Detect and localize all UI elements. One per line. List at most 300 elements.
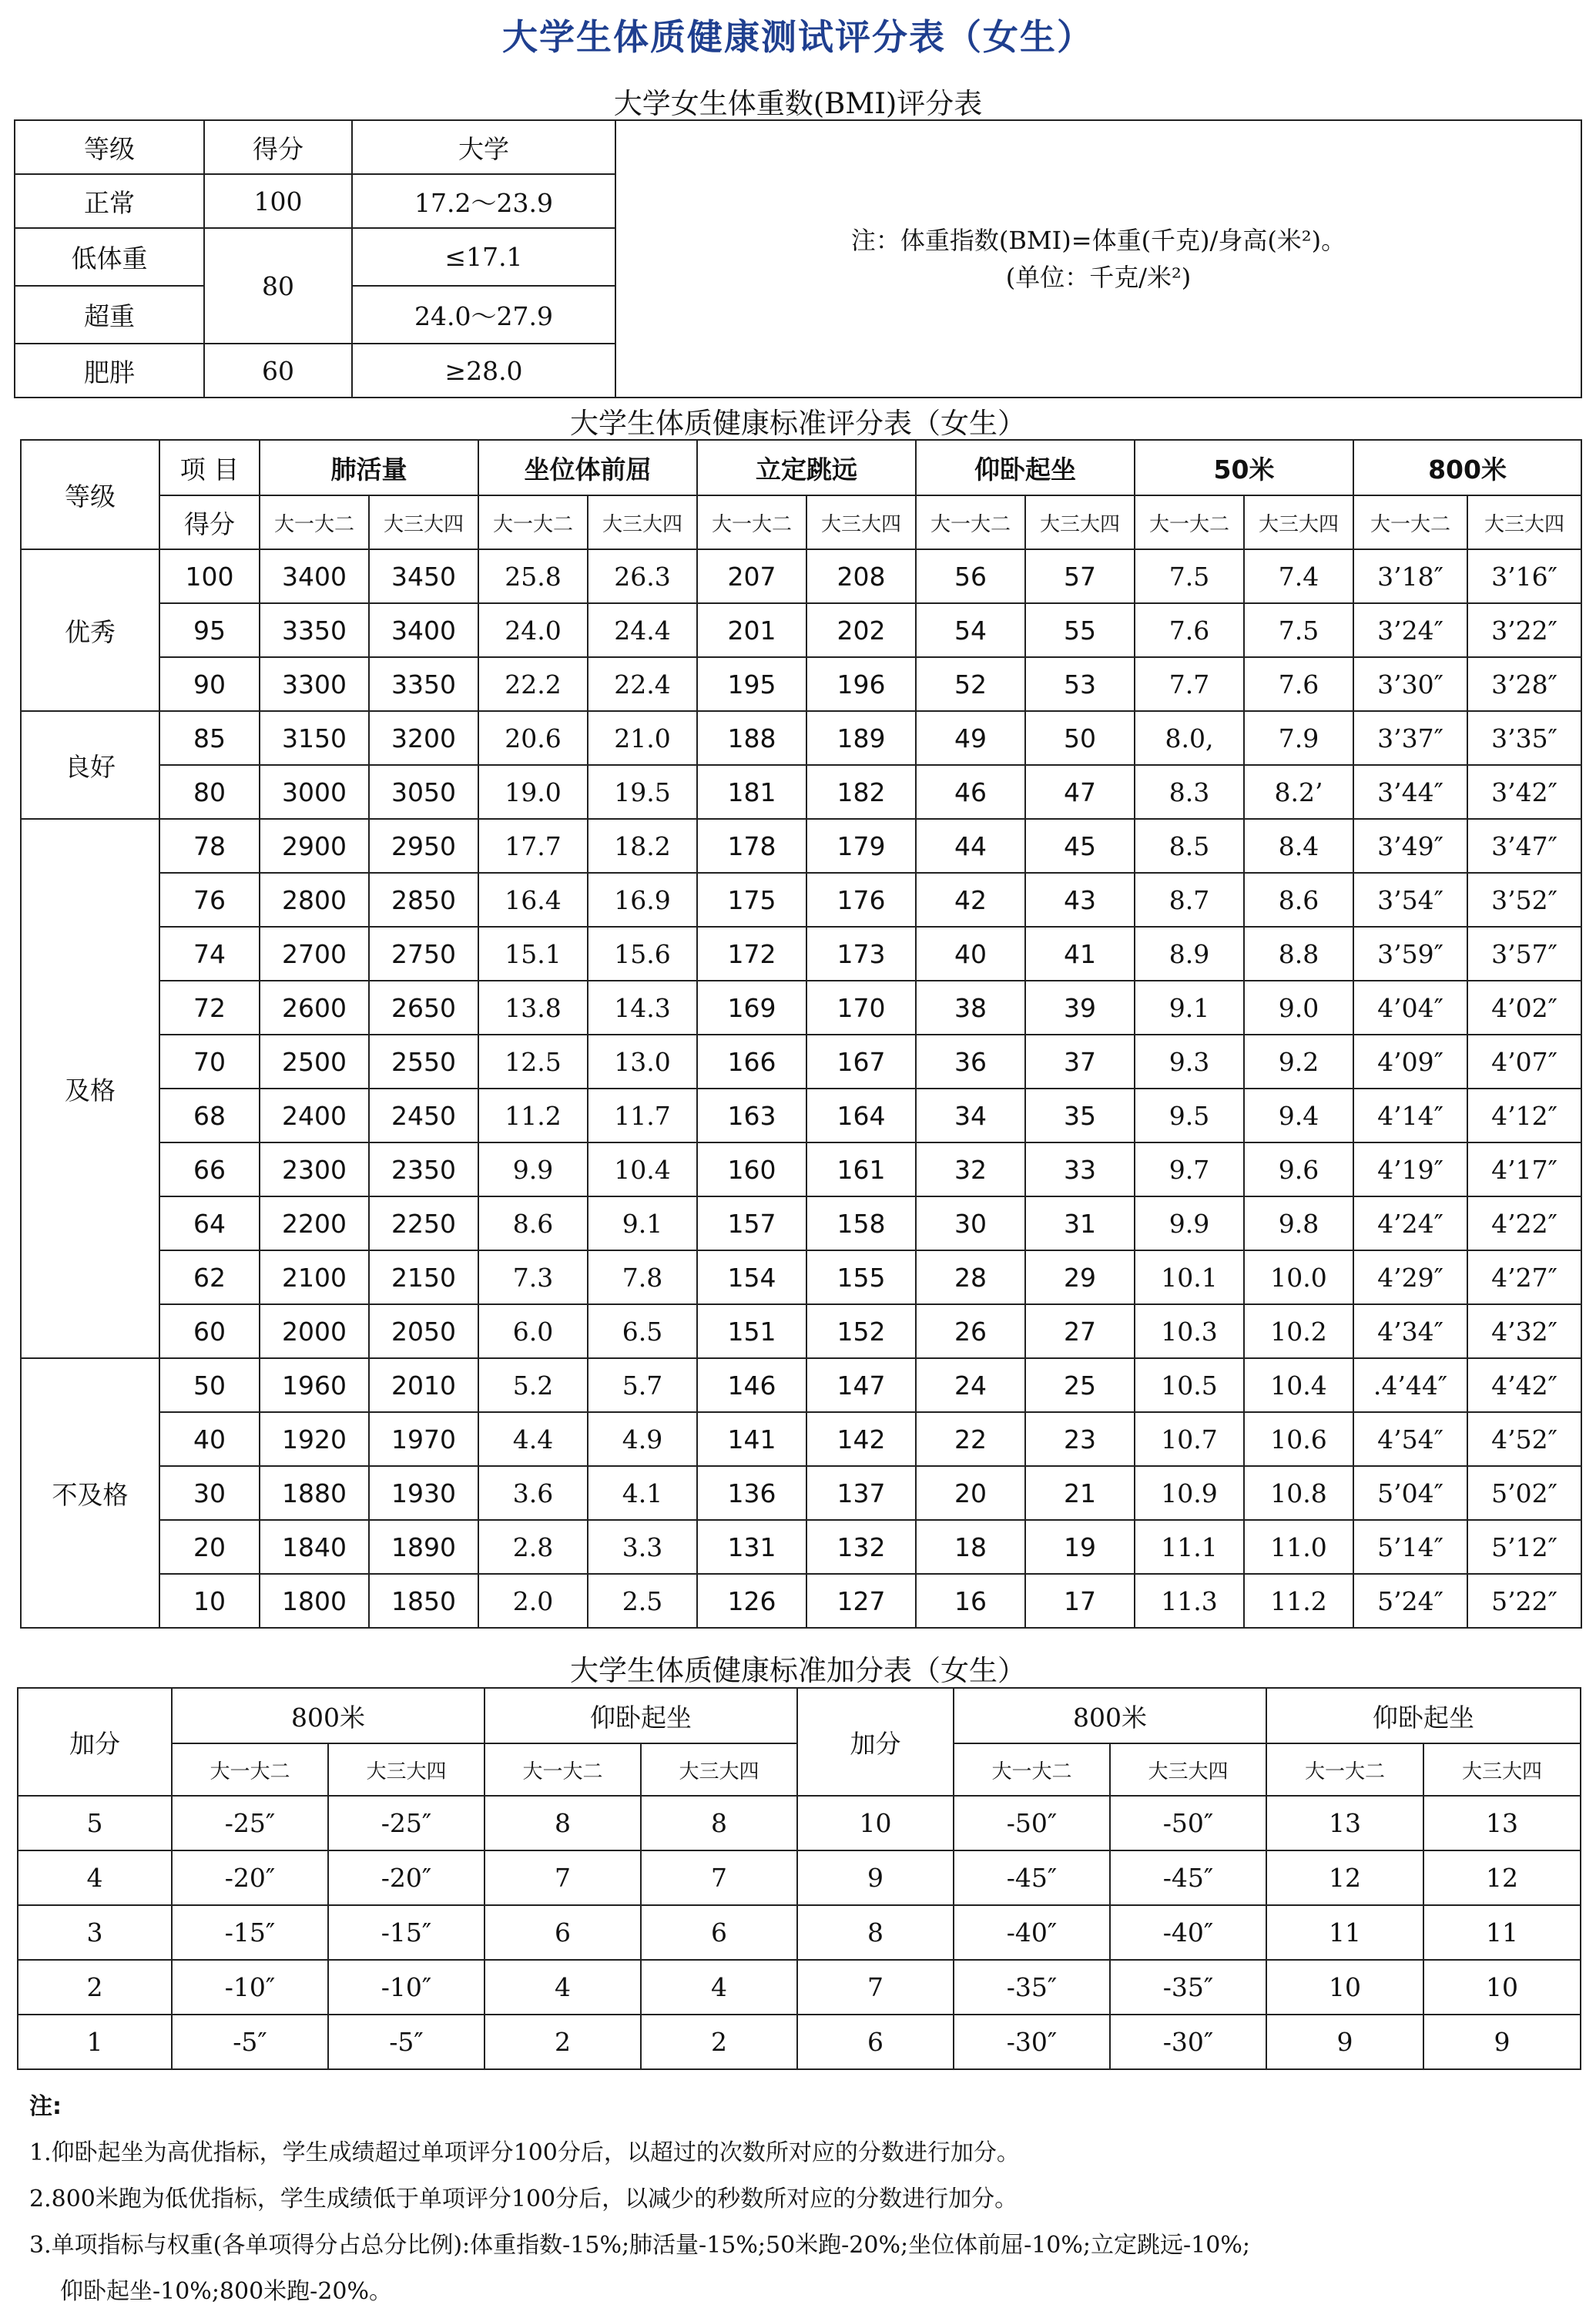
value-cell: 28 — [916, 1250, 1025, 1304]
value-cell: 40 — [916, 927, 1025, 981]
value-cell: 127 — [806, 1574, 916, 1628]
value-cell: 173 — [806, 927, 916, 981]
bonus-value-cell: 13 — [1423, 1796, 1581, 1850]
bonus-value-cell: 8 — [641, 1796, 797, 1850]
value-cell: 2850 — [369, 873, 478, 927]
subheader-year34: 大三大四 — [1467, 495, 1581, 549]
value-cell: 47 — [1025, 765, 1135, 819]
score-cell: 80 — [159, 765, 260, 819]
value-cell: 9.8 — [1244, 1196, 1353, 1250]
value-cell: 2950 — [369, 819, 478, 873]
value-cell: 4’12″ — [1467, 1089, 1581, 1142]
value-cell: 10.8 — [1244, 1466, 1353, 1520]
value-cell: 164 — [806, 1089, 916, 1142]
bonus-item-800m: 800米 — [172, 1688, 484, 1743]
value-cell: 2450 — [369, 1089, 478, 1142]
value-cell: 5’02″ — [1467, 1466, 1581, 1520]
value-cell: 7.5 — [1135, 549, 1244, 603]
bonus-table-title: 大学生体质健康标准加分表（女生） — [570, 1654, 1026, 1687]
score-cell: 74 — [159, 927, 260, 981]
value-cell: 202 — [806, 603, 916, 657]
value-cell: 142 — [806, 1412, 916, 1466]
value-cell: 4’19″ — [1353, 1142, 1467, 1196]
bonus-value-cell: -5″ — [328, 2015, 484, 2069]
value-cell: 10.0 — [1244, 1250, 1353, 1304]
value-cell: 4’27″ — [1467, 1250, 1581, 1304]
value-cell: 2750 — [369, 927, 478, 981]
score-row — [21, 711, 1581, 765]
bonus-header: 加分 — [18, 1688, 172, 1796]
value-cell: 208 — [806, 549, 916, 603]
value-cell: 46 — [916, 765, 1025, 819]
score-cell: 20 — [159, 1520, 260, 1574]
value-cell: 3’30″ — [1353, 657, 1467, 711]
value-cell: 52 — [916, 657, 1025, 711]
value-cell: 3450 — [369, 549, 478, 603]
value-cell: 35 — [1025, 1089, 1135, 1142]
value-cell: 14.3 — [588, 981, 697, 1035]
value-cell: 8.9 — [1135, 927, 1244, 981]
value-cell: 2050 — [369, 1304, 478, 1358]
value-cell: 17.7 — [478, 819, 588, 873]
bonus-value-cell: -10″ — [172, 1960, 328, 2015]
grade-header: 等级 — [21, 440, 159, 549]
bonus-value-cell: -5″ — [172, 2015, 328, 2069]
value-cell: 56 — [916, 549, 1025, 603]
value-cell: 5’04″ — [1353, 1466, 1467, 1520]
value-cell: 27 — [1025, 1304, 1135, 1358]
value-cell: 5’24″ — [1353, 1574, 1467, 1628]
value-cell: 2300 — [260, 1142, 369, 1196]
item-sit-ups: 仰卧起坐 — [916, 440, 1135, 495]
value-cell: 3’35″ — [1467, 711, 1581, 765]
subheader-year34: 大三大四 — [328, 1743, 484, 1796]
bonus-points-cell: 9 — [797, 1850, 954, 1905]
page-title: 大学生体质健康测试评分表（女生） — [502, 16, 1094, 58]
value-cell: 9.4 — [1244, 1089, 1353, 1142]
value-cell: 5.2 — [478, 1358, 588, 1412]
score-row — [21, 1574, 1581, 1628]
value-cell: 3’37″ — [1353, 711, 1467, 765]
value-cell: 22.4 — [588, 657, 697, 711]
score-cell: 62 — [159, 1250, 260, 1304]
bonus-value-cell: -40″ — [954, 1905, 1110, 1960]
value-cell: 8.5 — [1135, 819, 1244, 873]
value-cell: 9.1 — [588, 1196, 697, 1250]
subheader-year34: 大三大四 — [1423, 1743, 1581, 1796]
bonus-value-cell: -35″ — [1110, 1960, 1266, 2015]
bonus-points-cell: 3 — [18, 1905, 172, 1960]
value-cell: 3’24″ — [1353, 603, 1467, 657]
value-cell: 4.1 — [588, 1466, 697, 1520]
bonus-row — [18, 1905, 1581, 1960]
value-cell: 4’29″ — [1353, 1250, 1467, 1304]
value-cell: 207 — [697, 549, 806, 603]
bonus-item-sit-ups: 仰卧起坐 — [1266, 1688, 1581, 1743]
subheader-year12: 大一大二 — [260, 495, 369, 549]
value-cell: 8.3 — [1135, 765, 1244, 819]
value-cell: 2010 — [369, 1358, 478, 1412]
value-cell: 5’22″ — [1467, 1574, 1581, 1628]
value-cell: 4’17″ — [1467, 1142, 1581, 1196]
value-cell: 3’42″ — [1467, 765, 1581, 819]
subheader-year34: 大三大四 — [641, 1743, 797, 1796]
score-cell: 64 — [159, 1196, 260, 1250]
value-cell: 54 — [916, 603, 1025, 657]
value-cell: 166 — [697, 1035, 806, 1089]
bonus-value-cell: 10 — [1266, 1960, 1423, 2015]
value-cell: 36 — [916, 1035, 1025, 1089]
value-cell: 19 — [1025, 1520, 1135, 1574]
value-cell: 13.0 — [588, 1035, 697, 1089]
value-cell: 49 — [916, 711, 1025, 765]
value-cell: 11.0 — [1244, 1520, 1353, 1574]
value-cell: 2200 — [260, 1196, 369, 1250]
value-cell: 10.4 — [1244, 1358, 1353, 1412]
value-cell: 2500 — [260, 1035, 369, 1089]
value-cell: 2650 — [369, 981, 478, 1035]
value-cell: 4’07″ — [1467, 1035, 1581, 1089]
value-cell: 2400 — [260, 1089, 369, 1142]
value-cell: 8.4 — [1244, 819, 1353, 873]
bonus-value-cell: 8 — [484, 1796, 641, 1850]
value-cell: 24.4 — [588, 603, 697, 657]
bonus-value-cell: -50″ — [1110, 1796, 1266, 1850]
value-cell: 10.4 — [588, 1142, 697, 1196]
bonus-value-cell: 9 — [1266, 2015, 1423, 2069]
value-cell: 21 — [1025, 1466, 1135, 1520]
bmi-grade: 肥胖 — [15, 344, 204, 398]
value-cell: 4’02″ — [1467, 981, 1581, 1035]
subheader-year12: 大一大二 — [1135, 495, 1244, 549]
bonus-value-cell: -25″ — [328, 1796, 484, 1850]
value-cell: 3350 — [369, 657, 478, 711]
value-cell: 39 — [1025, 981, 1135, 1035]
bonus-item-800m: 800米 — [954, 1688, 1266, 1743]
score-cell: 72 — [159, 981, 260, 1035]
value-cell: 8.2’ — [1244, 765, 1353, 819]
value-cell: 16.9 — [588, 873, 697, 927]
score-cell: 90 — [159, 657, 260, 711]
bmi-score: 60 — [204, 344, 352, 398]
value-cell: 4’04″ — [1353, 981, 1467, 1035]
value-cell: 22 — [916, 1412, 1025, 1466]
value-cell: 7.3 — [478, 1250, 588, 1304]
value-cell: 3’18″ — [1353, 549, 1467, 603]
notes — [29, 2084, 1250, 2315]
subheader-year34: 大三大四 — [1244, 495, 1353, 549]
value-cell: 2.5 — [588, 1574, 697, 1628]
score-cell: 40 — [159, 1412, 260, 1466]
value-cell: 152 — [806, 1304, 916, 1358]
value-cell: 44 — [916, 819, 1025, 873]
value-cell: 160 — [697, 1142, 806, 1196]
bonus-value-cell: -45″ — [954, 1850, 1110, 1905]
value-cell: 2900 — [260, 819, 369, 873]
note-line: 仰卧起坐-10%;800米跑-20%。 — [60, 2278, 393, 2305]
score-row — [21, 819, 1581, 873]
score-row — [21, 1466, 1581, 1520]
grade-label: 及格 — [21, 819, 159, 1358]
bmi-header-score: 得分 — [204, 120, 352, 174]
bmi-range: ≥28.0 — [352, 344, 615, 398]
value-cell: 18 — [916, 1520, 1025, 1574]
value-cell: 3150 — [260, 711, 369, 765]
bonus-row — [18, 2015, 1581, 2069]
score-row — [21, 657, 1581, 711]
score-row — [21, 1358, 1581, 1412]
bonus-value-cell: -40″ — [1110, 1905, 1266, 1960]
bonus-row — [18, 1960, 1581, 2015]
score-row — [21, 927, 1581, 981]
value-cell: 1920 — [260, 1412, 369, 1466]
value-cell: 8.7 — [1135, 873, 1244, 927]
item-vital-capacity: 肺活量 — [260, 440, 478, 495]
value-cell: 10.5 — [1135, 1358, 1244, 1412]
value-cell: 9.9 — [478, 1142, 588, 1196]
value-cell: 5.7 — [588, 1358, 697, 1412]
note-line: 3.单项指标与权重(各单项得分占总分比例):体重指数-15%;肺活量-15%;50米跑-20%;坐位体前屈-10%;立定跳远-10%; — [29, 2232, 1250, 2259]
value-cell: 2000 — [260, 1304, 369, 1358]
bonus-value-cell: -35″ — [954, 1960, 1110, 2015]
value-cell: 9.9 — [1135, 1196, 1244, 1250]
value-cell: 3.3 — [588, 1520, 697, 1574]
value-cell: 25 — [1025, 1358, 1135, 1412]
value-cell: 3’44″ — [1353, 765, 1467, 819]
bonus-value-cell: 6 — [641, 1905, 797, 1960]
grade-label: 优秀 — [21, 549, 159, 711]
value-cell: 4’52″ — [1467, 1412, 1581, 1466]
bonus-points-cell: 2 — [18, 1960, 172, 2015]
value-cell: 12.5 — [478, 1035, 588, 1089]
bonus-value-cell: -20″ — [328, 1850, 484, 1905]
value-cell: 3’49″ — [1353, 819, 1467, 873]
value-cell: 4’42″ — [1467, 1358, 1581, 1412]
value-cell: 3’59″ — [1353, 927, 1467, 981]
score-row — [21, 1035, 1581, 1089]
value-cell: 8.0, — [1135, 711, 1244, 765]
standard-score-table — [20, 439, 1582, 1629]
value-cell: 43 — [1025, 873, 1135, 927]
subheader-year12: 大一大二 — [172, 1743, 328, 1796]
bmi-header-grade: 等级 — [15, 120, 204, 174]
value-cell: 5’12″ — [1467, 1520, 1581, 1574]
value-cell: 182 — [806, 765, 916, 819]
bonus-value-cell: 6 — [484, 1905, 641, 1960]
subheader-year12: 大一大二 — [697, 495, 806, 549]
value-cell: 3300 — [260, 657, 369, 711]
note-line: 1.仰卧起坐为高优指标，学生成绩超过单项评分100分后，以超过的次数所对应的分数进行加分。 — [29, 2139, 1020, 2166]
bmi-range: ≤17.1 — [352, 228, 615, 286]
value-cell: 7.6 — [1135, 603, 1244, 657]
value-cell: 16.4 — [478, 873, 588, 927]
value-cell: 29 — [1025, 1250, 1135, 1304]
value-cell: 4.9 — [588, 1412, 697, 1466]
value-cell: 167 — [806, 1035, 916, 1089]
bonus-points-cell: 10 — [797, 1796, 954, 1850]
value-cell: 147 — [806, 1358, 916, 1412]
value-cell: 32 — [916, 1142, 1025, 1196]
bmi-range: 17.2～23.9 — [352, 174, 615, 228]
subheader-year12: 大一大二 — [478, 495, 588, 549]
bmi-note — [615, 120, 1581, 398]
value-cell: 57 — [1025, 549, 1135, 603]
value-cell: 176 — [806, 873, 916, 927]
value-cell: 136 — [697, 1466, 806, 1520]
score-cell: 76 — [159, 873, 260, 927]
value-cell: 131 — [697, 1520, 806, 1574]
value-cell: 7.6 — [1244, 657, 1353, 711]
value-cell: 30 — [916, 1196, 1025, 1250]
value-cell: 154 — [697, 1250, 806, 1304]
value-cell: 17 — [1025, 1574, 1135, 1628]
value-cell: 141 — [697, 1412, 806, 1466]
bonus-value-cell: 10 — [1423, 1960, 1581, 2015]
value-cell: 10.7 — [1135, 1412, 1244, 1466]
bonus-row — [18, 1796, 1581, 1850]
value-cell: 175 — [697, 873, 806, 927]
subheader-year34: 大三大四 — [1110, 1743, 1266, 1796]
score-row — [21, 1142, 1581, 1196]
value-cell: 2350 — [369, 1142, 478, 1196]
bonus-value-cell: 13 — [1266, 1796, 1423, 1850]
value-cell: 45 — [1025, 819, 1135, 873]
value-cell: 4’09″ — [1353, 1035, 1467, 1089]
item-50m: 50米 — [1135, 440, 1353, 495]
value-cell: 3’16″ — [1467, 549, 1581, 603]
value-cell: 20 — [916, 1466, 1025, 1520]
score-cell: 50 — [159, 1358, 260, 1412]
note-line: 2.800米跑为低优指标，学生成绩低于单项评分100分后，以减少的秒数所对应的分数进行加分。 — [29, 2186, 1018, 2213]
value-cell: 7.9 — [1244, 711, 1353, 765]
bmi-grade: 正常 — [15, 174, 204, 228]
bonus-header: 加分 — [797, 1688, 954, 1796]
value-cell: 161 — [806, 1142, 916, 1196]
subheader-year12: 大一大二 — [484, 1743, 641, 1796]
bmi-header-range: 大学 — [352, 120, 615, 174]
value-cell: 2.0 — [478, 1574, 588, 1628]
bmi-note-unit: (单位：千克/米²) — [1005, 263, 1192, 292]
value-cell: 172 — [697, 927, 806, 981]
value-cell: 20.6 — [478, 711, 588, 765]
bonus-value-cell: 4 — [484, 1960, 641, 2015]
grade-label: 不及格 — [21, 1358, 159, 1628]
value-cell: 19.0 — [478, 765, 588, 819]
value-cell: 9.7 — [1135, 1142, 1244, 1196]
value-cell: 10.1 — [1135, 1250, 1244, 1304]
notes-heading: 注: — [29, 2093, 62, 2120]
score-row — [21, 873, 1581, 927]
value-cell: 24.0 — [478, 603, 588, 657]
value-cell: 7.5 — [1244, 603, 1353, 657]
bonus-value-cell: 12 — [1266, 1850, 1423, 1905]
value-cell: 181 — [697, 765, 806, 819]
value-cell: 13.8 — [478, 981, 588, 1035]
bmi-score: 80 — [204, 228, 352, 344]
value-cell: 3400 — [369, 603, 478, 657]
score-row — [21, 1089, 1581, 1142]
bmi-note-formula: 注：体重指数(BMI)=体重(千克)/身高(米²)。 — [850, 226, 1346, 255]
value-cell: 3’52″ — [1467, 873, 1581, 927]
value-cell: 179 — [806, 819, 916, 873]
bonus-points-cell: 5 — [18, 1796, 172, 1850]
bmi-score: 100 — [204, 174, 352, 228]
value-cell: 9.1 — [1135, 981, 1244, 1035]
value-cell: 4’32″ — [1467, 1304, 1581, 1358]
bonus-value-cell: 2 — [484, 2015, 641, 2069]
value-cell: 8.6 — [1244, 873, 1353, 927]
value-cell: 4’24″ — [1353, 1196, 1467, 1250]
bonus-value-cell: -30″ — [954, 2015, 1110, 2069]
value-cell: .4’44″ — [1353, 1358, 1467, 1412]
standard-table-title: 大学生体质健康标准评分表（女生） — [570, 407, 1026, 440]
score-row — [21, 1412, 1581, 1466]
value-cell: 2150 — [369, 1250, 478, 1304]
bonus-row — [18, 1850, 1581, 1905]
value-cell: 2800 — [260, 873, 369, 927]
value-cell: 2700 — [260, 927, 369, 981]
value-cell: 3200 — [369, 711, 478, 765]
value-cell: 195 — [697, 657, 806, 711]
item-800m: 800米 — [1353, 440, 1581, 495]
value-cell: 2250 — [369, 1196, 478, 1250]
bonus-value-cell: -15″ — [172, 1905, 328, 1960]
value-cell: 3’57″ — [1467, 927, 1581, 981]
value-cell: 10.9 — [1135, 1466, 1244, 1520]
value-cell: 201 — [697, 603, 806, 657]
subheader-year34: 大三大四 — [369, 495, 478, 549]
value-cell: 10.6 — [1244, 1412, 1353, 1466]
score-cell: 85 — [159, 711, 260, 765]
item-header: 项 目 — [159, 440, 260, 495]
score-cell: 30 — [159, 1466, 260, 1520]
value-cell: 3.6 — [478, 1466, 588, 1520]
value-cell: 7.4 — [1244, 549, 1353, 603]
value-cell: 10.3 — [1135, 1304, 1244, 1358]
score-row — [21, 1250, 1581, 1304]
bonus-points-cell: 6 — [797, 2015, 954, 2069]
value-cell: 188 — [697, 711, 806, 765]
bonus-value-cell: 4 — [641, 1960, 797, 2015]
value-cell: 6.5 — [588, 1304, 697, 1358]
value-cell: 26.3 — [588, 549, 697, 603]
value-cell: 3’47″ — [1467, 819, 1581, 873]
score-cell: 60 — [159, 1304, 260, 1358]
value-cell: 2.8 — [478, 1520, 588, 1574]
bonus-points-cell: 8 — [797, 1905, 954, 1960]
value-cell: 11.1 — [1135, 1520, 1244, 1574]
value-cell: 11.2 — [478, 1089, 588, 1142]
bonus-value-cell: -20″ — [172, 1850, 328, 1905]
value-cell: 16 — [916, 1574, 1025, 1628]
value-cell: 34 — [916, 1089, 1025, 1142]
bonus-value-cell: 12 — [1423, 1850, 1581, 1905]
value-cell: 26 — [916, 1304, 1025, 1358]
bonus-value-cell: 9 — [1423, 2015, 1581, 2069]
bonus-value-cell: -30″ — [1110, 2015, 1266, 2069]
value-cell: 3400 — [260, 549, 369, 603]
value-cell: 2100 — [260, 1250, 369, 1304]
bonus-value-cell: -50″ — [954, 1796, 1110, 1850]
score-row — [21, 1196, 1581, 1250]
value-cell: 18.2 — [588, 819, 697, 873]
bonus-value-cell: 11 — [1266, 1905, 1423, 1960]
value-cell: 15.1 — [478, 927, 588, 981]
value-cell: 3’54″ — [1353, 873, 1467, 927]
bmi-grade: 低体重 — [15, 228, 204, 286]
value-cell: 3000 — [260, 765, 369, 819]
value-cell: 42 — [916, 873, 1025, 927]
